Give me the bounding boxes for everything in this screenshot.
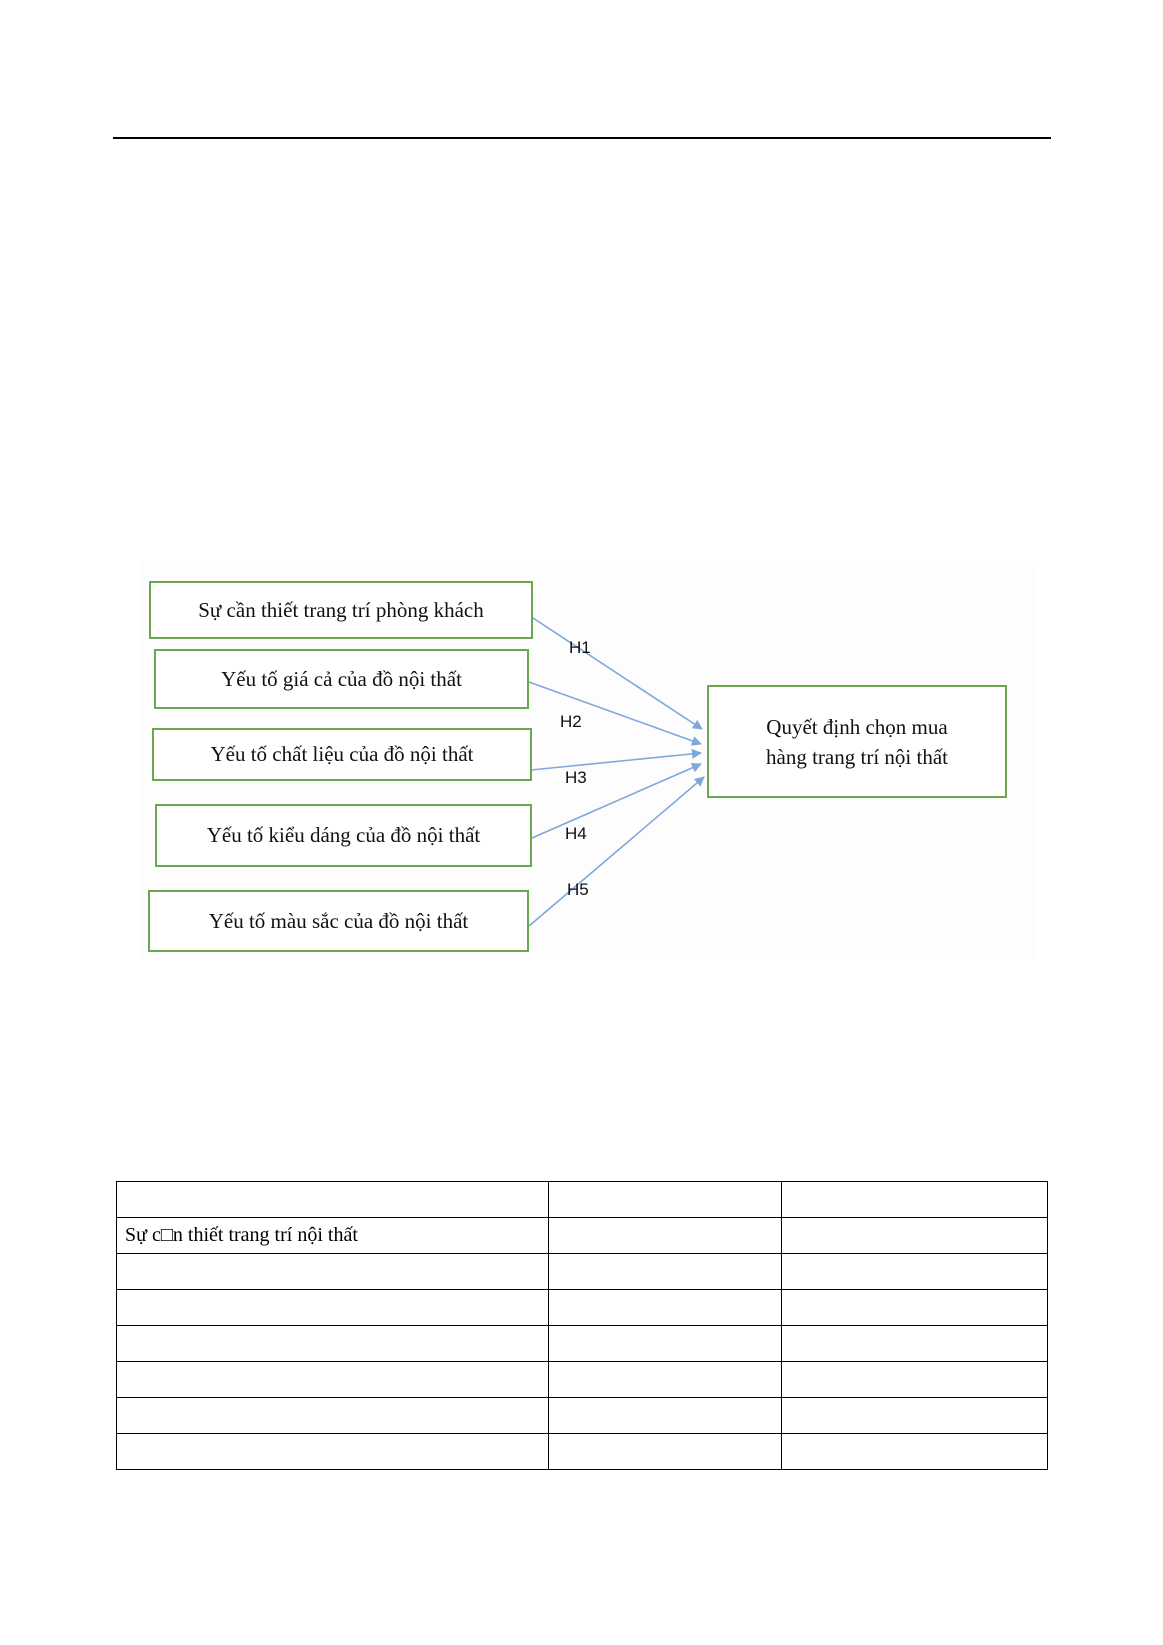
hypothesis-label-h5: H5 [567, 880, 589, 899]
factor-box-living-room-necessity [149, 581, 533, 639]
arrow-h3 [531, 753, 701, 770]
data-table [116, 1181, 1048, 1470]
table-cell [548, 1290, 782, 1326]
table-cell [782, 1398, 1048, 1434]
hypothesis-label-h1: H1 [569, 638, 591, 657]
factor-label: Yếu tố giá cả của đồ nội thất [221, 666, 462, 691]
table-cell [117, 1434, 549, 1470]
factor-box-material [152, 728, 532, 781]
table-cell [117, 1182, 549, 1218]
table-cell [782, 1362, 1048, 1398]
hypothesis-label-h4: H4 [565, 824, 587, 843]
factor-label: Sự cần thiết trang trí phòng khách [198, 597, 484, 622]
table-cell [117, 1362, 549, 1398]
factor-box-style [155, 804, 532, 867]
outcome-label: Quyết định chọn mua hàng trang trí nội thất [766, 714, 948, 769]
factor-label: Yếu tố chất liệu của đồ nội thất [210, 742, 474, 766]
research-model-diagram [140, 562, 1035, 960]
hypothesis-label-h3: H3 [565, 768, 587, 787]
table-row [117, 1434, 1048, 1470]
table-row [117, 1362, 1048, 1398]
table-cell [117, 1398, 549, 1434]
factor-label: Yếu tố kiểu dáng của đồ nội thất [206, 823, 481, 847]
table-cell [117, 1254, 549, 1290]
table-row [117, 1182, 1048, 1218]
table-cell [782, 1254, 1048, 1290]
table-row [117, 1326, 1048, 1362]
table-cell [117, 1326, 549, 1362]
table-cell [548, 1254, 782, 1290]
table-row [117, 1290, 1048, 1326]
table-cell [117, 1290, 549, 1326]
table-cell [548, 1434, 782, 1470]
table-cell [782, 1182, 1048, 1218]
table-cell [782, 1326, 1048, 1362]
table-cell [548, 1362, 782, 1398]
arrow-h5 [529, 777, 704, 926]
factor-box-color [148, 890, 529, 952]
table-row [117, 1398, 1048, 1434]
table-cell [548, 1326, 782, 1362]
table-cell [548, 1182, 782, 1218]
outcome-box-purchase-decision [707, 685, 1007, 798]
table-row [117, 1254, 1048, 1290]
arrow-h1 [533, 618, 702, 729]
table-cell: Sự c□n thiết trang trí nội thất [117, 1218, 549, 1254]
table-cell [782, 1218, 1048, 1254]
table-cell [548, 1398, 782, 1434]
header-rule [113, 137, 1051, 139]
hypothesis-label-h2: H2 [560, 712, 582, 731]
table-cell [782, 1290, 1048, 1326]
factor-box-price [154, 649, 529, 709]
table-cell [548, 1218, 782, 1254]
table-cell [782, 1434, 1048, 1470]
table-row [117, 1218, 1048, 1254]
arrow-h2 [529, 682, 701, 744]
factor-label: Yếu tố màu sắc của đồ nội thất [208, 908, 469, 933]
